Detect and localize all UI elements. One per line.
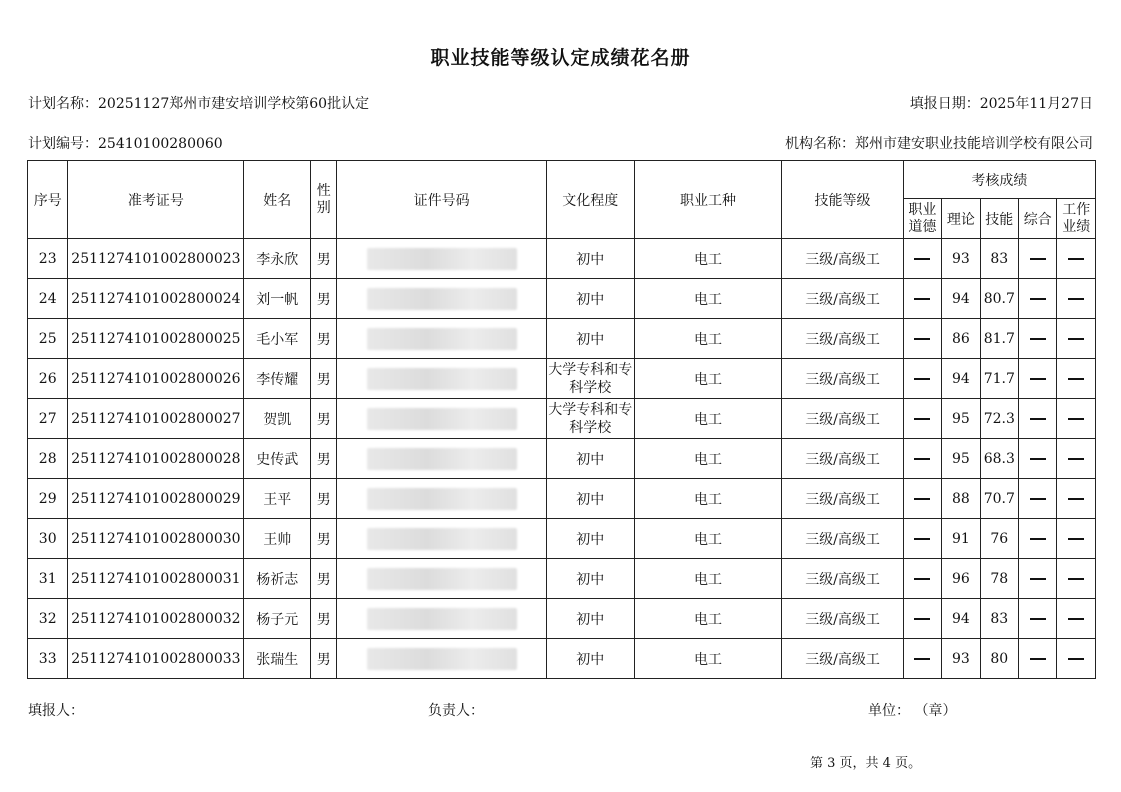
skill-level-cell: 三级/高级工 (782, 599, 903, 639)
dash-mark (914, 338, 930, 340)
reporter-label: 填报人： (28, 703, 84, 719)
occupation-cell: 电工 (634, 439, 782, 479)
redaction-blur (367, 328, 517, 350)
dash-mark (914, 658, 930, 660)
dash-mark (1068, 258, 1084, 260)
occupation-cell: 电工 (634, 359, 782, 399)
education-cell: 初中 (546, 439, 634, 479)
ethics-cell (903, 439, 941, 479)
dash-mark (1068, 498, 1084, 500)
dash-mark (914, 378, 930, 380)
theory-cell: 94 (942, 599, 980, 639)
occupation-cell: 电工 (634, 319, 782, 359)
dash-mark (914, 418, 930, 420)
dash-mark (914, 578, 930, 580)
id-number-cell-redacted (337, 479, 546, 519)
redaction-blur (367, 408, 517, 430)
seq-cell: 32 (28, 599, 68, 639)
skill-cell: 72.3 (980, 399, 1018, 439)
work-performance-cell (1057, 279, 1096, 319)
work-performance-cell (1057, 599, 1096, 639)
header-education: 文化程度 (546, 161, 634, 239)
occupation-cell: 电工 (634, 399, 782, 439)
page-title: 职业技能等级认定成绩花名册 (430, 47, 691, 69)
ticket-cell: 2511274101002800026 (68, 359, 244, 399)
occupation-cell: 电工 (634, 559, 782, 599)
skill-level-cell: 三级/高级工 (782, 479, 903, 519)
ethics-cell (903, 319, 941, 359)
table-row (28, 319, 1096, 359)
dash-mark (914, 618, 930, 620)
header-scores: 考核成绩 (903, 161, 1095, 199)
header-seq: 序号 (28, 161, 68, 239)
skill-level-cell: 三级/高级工 (782, 279, 903, 319)
table-row (28, 559, 1096, 599)
name-cell: 李永欣 (244, 239, 311, 279)
theory-cell: 94 (942, 359, 980, 399)
redaction-blur (367, 448, 517, 470)
ethics-cell (903, 639, 941, 679)
table-row (28, 519, 1096, 559)
name-cell: 王帅 (244, 519, 311, 559)
seq-cell: 29 (28, 479, 68, 519)
ticket-cell: 2511274101002800032 (68, 599, 244, 639)
dash-mark (1068, 458, 1084, 460)
id-number-cell-redacted (337, 599, 546, 639)
gender-cell: 男 (311, 319, 337, 359)
redaction-blur (367, 568, 517, 590)
comprehensive-cell (1018, 399, 1056, 439)
theory-cell: 93 (942, 239, 980, 279)
header-gender: 性别 (311, 161, 337, 239)
skill-cell: 80.7 (980, 279, 1018, 319)
redaction-blur (367, 488, 517, 510)
dash-mark (1068, 298, 1084, 300)
id-number-cell-redacted (337, 319, 546, 359)
education-cell: 初中 (546, 279, 634, 319)
dash-mark (1068, 658, 1084, 660)
name-cell: 贺凯 (244, 399, 311, 439)
table-row (28, 359, 1096, 399)
dash-mark (1068, 378, 1084, 380)
theory-cell: 93 (942, 639, 980, 679)
dash-mark (1068, 538, 1084, 540)
education-cell: 初中 (546, 599, 634, 639)
education-cell: 初中 (546, 639, 634, 679)
theory-cell: 91 (942, 519, 980, 559)
dash-mark (1030, 458, 1046, 460)
comprehensive-cell (1018, 599, 1056, 639)
ticket-cell: 2511274101002800029 (68, 479, 244, 519)
work-performance-cell (1057, 239, 1096, 279)
ethics-cell (903, 599, 941, 639)
dash-mark (1030, 498, 1046, 500)
work-performance-cell (1057, 439, 1096, 479)
work-performance-cell (1057, 479, 1096, 519)
dash-mark (1030, 338, 1046, 340)
gender-cell: 男 (311, 279, 337, 319)
theory-cell: 95 (942, 399, 980, 439)
ticket-cell: 2511274101002800027 (68, 399, 244, 439)
skill-cell: 83 (980, 239, 1018, 279)
name-cell: 杨子元 (244, 599, 311, 639)
id-number-cell-redacted (337, 519, 546, 559)
skill-level-cell: 三级/高级工 (782, 439, 903, 479)
education-cell: 初中 (546, 519, 634, 559)
seq-cell: 24 (28, 279, 68, 319)
ethics-cell (903, 399, 941, 439)
id-number-cell-redacted (337, 439, 546, 479)
dash-mark (1030, 258, 1046, 260)
id-number-cell-redacted (337, 399, 546, 439)
seq-cell: 28 (28, 439, 68, 479)
dash-mark (914, 258, 930, 260)
theory-cell: 94 (942, 279, 980, 319)
id-number-cell-redacted (337, 359, 546, 399)
page-number: 第 3 页，共 4 页。 (810, 756, 922, 771)
skill-cell: 76 (980, 519, 1018, 559)
skill-cell: 71.7 (980, 359, 1018, 399)
header-work-performance: 工作业绩 (1057, 199, 1096, 239)
header-skill: 技能 (980, 199, 1018, 239)
occupation-cell: 电工 (634, 519, 782, 559)
theory-cell: 86 (942, 319, 980, 359)
skill-level-cell: 三级/高级工 (782, 239, 903, 279)
education-cell: 大学专科和专科学校 (546, 359, 634, 399)
dash-mark (1030, 618, 1046, 620)
name-cell: 张瑞生 (244, 639, 311, 679)
skill-level-cell: 三级/高级工 (782, 399, 903, 439)
gender-cell: 男 (311, 479, 337, 519)
skill-level-cell: 三级/高级工 (782, 319, 903, 359)
skill-level-cell: 三级/高级工 (782, 359, 903, 399)
comprehensive-cell (1018, 439, 1056, 479)
gender-cell: 男 (311, 519, 337, 559)
skill-cell: 81.7 (980, 319, 1018, 359)
theory-cell: 95 (942, 439, 980, 479)
id-number-cell-redacted (337, 639, 546, 679)
work-performance-cell (1057, 639, 1096, 679)
header-skill-level: 技能等级 (782, 161, 903, 239)
dash-mark (1068, 418, 1084, 420)
comprehensive-cell (1018, 519, 1056, 559)
skill-cell: 83 (980, 599, 1018, 639)
ticket-cell: 2511274101002800033 (68, 639, 244, 679)
education-cell: 初中 (546, 319, 634, 359)
redaction-blur (367, 608, 517, 630)
name-cell: 杨祈志 (244, 559, 311, 599)
comprehensive-cell (1018, 639, 1056, 679)
work-performance-cell (1057, 319, 1096, 359)
id-number-cell-redacted (337, 559, 546, 599)
occupation-cell: 电工 (634, 239, 782, 279)
header-id-number: 证件号码 (337, 161, 546, 239)
dash-mark (1068, 338, 1084, 340)
skill-cell: 80 (980, 639, 1018, 679)
name-cell: 刘一帆 (244, 279, 311, 319)
table-row (28, 399, 1096, 439)
gender-cell: 男 (311, 439, 337, 479)
score-roster-table (27, 160, 1096, 679)
manager-label: 负责人： (428, 703, 484, 719)
id-number-cell-redacted (337, 279, 546, 319)
ticket-cell: 2511274101002800025 (68, 319, 244, 359)
table-row (28, 599, 1096, 639)
occupation-cell: 电工 (634, 479, 782, 519)
comprehensive-cell (1018, 319, 1056, 359)
skill-level-cell: 三级/高级工 (782, 519, 903, 559)
dash-mark (914, 538, 930, 540)
dash-mark (1068, 618, 1084, 620)
dash-mark (1030, 538, 1046, 540)
dash-mark (1030, 378, 1046, 380)
unit-seal-label: 单位： （章） (868, 703, 957, 719)
seq-cell: 23 (28, 239, 68, 279)
comprehensive-cell (1018, 239, 1056, 279)
ethics-cell (903, 519, 941, 559)
seq-cell: 33 (28, 639, 68, 679)
ticket-cell: 2511274101002800024 (68, 279, 244, 319)
redaction-blur (367, 368, 517, 390)
seq-cell: 31 (28, 559, 68, 599)
ethics-cell (903, 279, 941, 319)
table-row (28, 279, 1096, 319)
skill-cell: 68.3 (980, 439, 1018, 479)
comprehensive-cell (1018, 559, 1056, 599)
work-performance-cell (1057, 399, 1096, 439)
header-name: 姓名 (244, 161, 311, 239)
name-cell: 史传武 (244, 439, 311, 479)
redaction-blur (367, 288, 517, 310)
redaction-blur (367, 648, 517, 670)
education-cell: 初中 (546, 559, 634, 599)
comprehensive-cell (1018, 359, 1056, 399)
seq-cell: 25 (28, 319, 68, 359)
gender-cell: 男 (311, 239, 337, 279)
header-occupation: 职业工种 (634, 161, 782, 239)
gender-cell: 男 (311, 399, 337, 439)
ethics-cell (903, 359, 941, 399)
dash-mark (914, 498, 930, 500)
ethics-cell (903, 239, 941, 279)
gender-cell: 男 (311, 599, 337, 639)
comprehensive-cell (1018, 479, 1056, 519)
org-name: 机构名称：郑州市建安职业技能培训学校有限公司 (785, 136, 1093, 152)
table-row (28, 239, 1096, 279)
plan-name: 计划名称：20251127郑州市建安培训学校第60批认定 (28, 96, 370, 112)
education-cell: 大学专科和专科学校 (546, 399, 634, 439)
redaction-blur (367, 528, 517, 550)
table-row (28, 439, 1096, 479)
ticket-cell: 2511274101002800031 (68, 559, 244, 599)
report-date: 填报日期：2025年11月27日 (909, 96, 1093, 112)
seq-cell: 30 (28, 519, 68, 559)
theory-cell: 88 (942, 479, 980, 519)
education-cell: 初中 (546, 479, 634, 519)
ticket-cell: 2511274101002800023 (68, 239, 244, 279)
comprehensive-cell (1018, 279, 1056, 319)
name-cell: 李传耀 (244, 359, 311, 399)
dash-mark (1068, 578, 1084, 580)
dash-mark (1030, 578, 1046, 580)
header-ethics: 职业道德 (903, 199, 941, 239)
occupation-cell: 电工 (634, 639, 782, 679)
dash-mark (914, 298, 930, 300)
education-cell: 初中 (546, 239, 634, 279)
occupation-cell: 电工 (634, 599, 782, 639)
skill-level-cell: 三级/高级工 (782, 639, 903, 679)
skill-cell: 78 (980, 559, 1018, 599)
table-row (28, 479, 1096, 519)
skill-cell: 70.7 (980, 479, 1018, 519)
ethics-cell (903, 479, 941, 519)
occupation-cell: 电工 (634, 279, 782, 319)
id-number-cell-redacted (337, 239, 546, 279)
gender-cell: 男 (311, 359, 337, 399)
dash-mark (1030, 418, 1046, 420)
ticket-cell: 2511274101002800030 (68, 519, 244, 559)
name-cell: 毛小军 (244, 319, 311, 359)
work-performance-cell (1057, 359, 1096, 399)
plan-number: 计划编号：25410100280060 (28, 136, 223, 152)
ethics-cell (903, 559, 941, 599)
header-comprehensive: 综合 (1018, 199, 1056, 239)
work-performance-cell (1057, 519, 1096, 559)
table-row (28, 639, 1096, 679)
gender-cell: 男 (311, 559, 337, 599)
header-ticket: 准考证号 (68, 161, 244, 239)
ticket-cell: 2511274101002800028 (68, 439, 244, 479)
theory-cell: 96 (942, 559, 980, 599)
skill-level-cell: 三级/高级工 (782, 559, 903, 599)
seq-cell: 27 (28, 399, 68, 439)
gender-cell: 男 (311, 639, 337, 679)
header-theory: 理论 (942, 199, 980, 239)
name-cell: 王平 (244, 479, 311, 519)
work-performance-cell (1057, 559, 1096, 599)
seq-cell: 26 (28, 359, 68, 399)
dash-mark (1030, 658, 1046, 660)
dash-mark (1030, 298, 1046, 300)
redaction-blur (367, 248, 517, 270)
dash-mark (914, 458, 930, 460)
